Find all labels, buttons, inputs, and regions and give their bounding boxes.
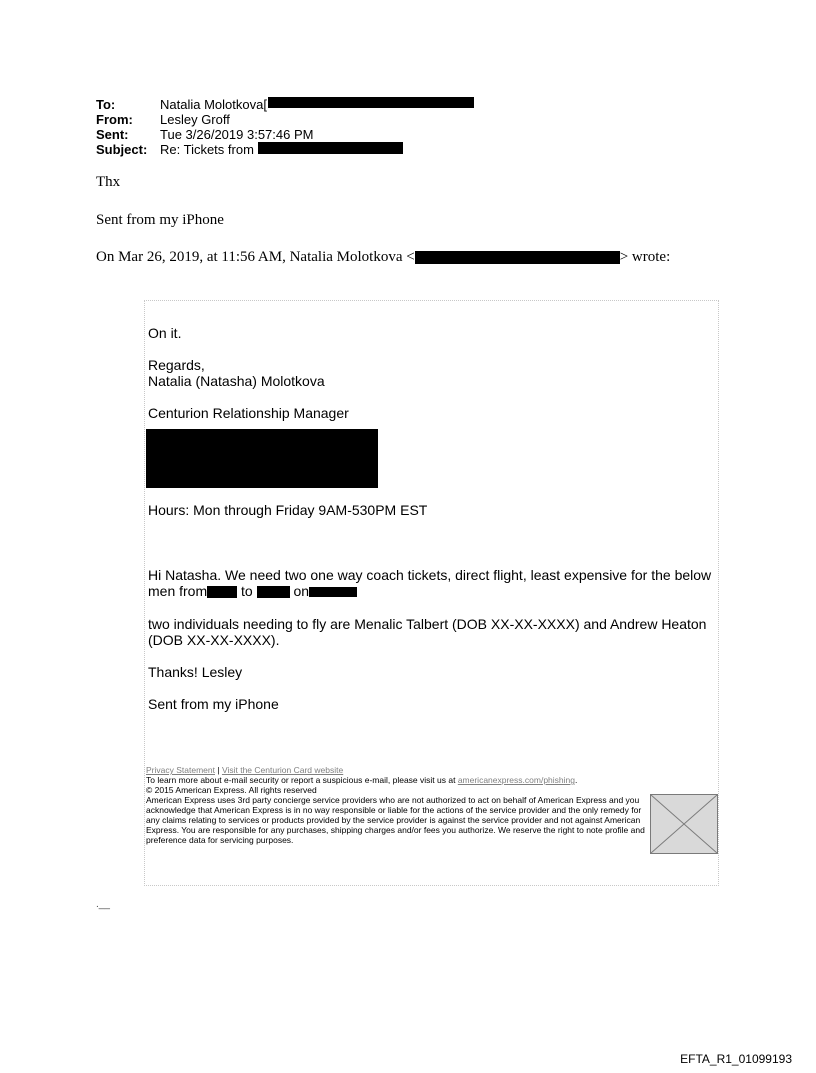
subject-value: Re: Tickets from: [160, 142, 254, 157]
from-value: Lesley Groff: [160, 112, 230, 127]
sent-value: Tue 3/26/2019 3:57:46 PM: [160, 127, 314, 142]
redaction-bar: [258, 142, 403, 154]
quoted-sent-from: Sent from my iPhone: [148, 696, 279, 712]
to-value: Natalia Molotkova[: [160, 97, 267, 112]
stray-mark: .__: [96, 899, 110, 910]
privacy-statement-link[interactable]: Privacy Statement: [146, 765, 215, 775]
footer-links: [146, 765, 646, 775]
quote-intro-suffix: > wrote:: [619, 249, 671, 265]
redaction-bar: [415, 251, 620, 264]
subject-row: [96, 142, 474, 157]
quoted-hours: Hours: Mon through Friday 9AM-530PM EST: [148, 502, 428, 518]
redaction-bar: [268, 97, 474, 108]
reply-body: Thx: [96, 174, 121, 190]
quote-intro-prefix: On Mar 26, 2019, at 11:56 AM, Natalia Molotkova <: [96, 249, 415, 265]
quoted-sender-title: Centurion Relationship Manager: [148, 405, 349, 421]
amex-footer: [146, 765, 646, 845]
bates-number: EFTA_R1_01099193: [680, 1052, 792, 1066]
quoted-email: [144, 300, 719, 886]
email-headers: [96, 97, 474, 157]
redaction-bar: [309, 587, 357, 597]
footer-separator: |: [217, 765, 220, 775]
image-placeholder-cross: [651, 795, 717, 853]
sent-row: [96, 127, 474, 142]
redaction-bar: [257, 586, 290, 598]
security-text: To learn more about e-mail security or report a suspicious e-mail, please visit us at: [146, 775, 456, 785]
quoted-sender-name: Natalia (Natasha) Molotkova: [148, 373, 325, 389]
centurion-website-link[interactable]: Visit the Centurion Card website: [221, 765, 344, 775]
copyright: © 2015 American Express. All rights reserved: [146, 785, 317, 795]
broken-image-icon: [650, 794, 718, 854]
request-to: to: [241, 583, 253, 599]
disclaimer: American Express uses 3rd party concierge service providers who are not authorized to act on behalf of American Express and you acknowledge that American Express is in no way responsible or liable for the actions of the service provider and the only remedy for any claims relating to services or products provided by the service provider is against the service provider and not against American Express. You are responsible for any purchases, shipping charges and/or fees you authorize. We reserve the right to note profile and preference data for servicing purposes.: [146, 795, 645, 845]
quoted-regards: Regards,: [148, 357, 205, 373]
phishing-link[interactable]: americanexpress.com/phishing: [457, 775, 575, 785]
from-label: From:: [96, 112, 133, 127]
quoted-line-on-it: On it.: [148, 325, 182, 341]
request-on: on: [293, 583, 310, 599]
redaction-block: [146, 429, 378, 488]
redaction-bar: [207, 586, 237, 598]
quote-intro: [96, 249, 670, 266]
quoted-thanks: Thanks! Lesley: [148, 664, 243, 680]
subject-label: Subject:: [96, 142, 148, 157]
quoted-request: [148, 567, 714, 599]
request-text: Hi Natasha. We need two one way coach tickets, direct flight, least expensive for the below men from: [148, 567, 712, 599]
security-line: To learn more about e-mail security or report a suspicious e-mail, please visit us at americanexpress.com/phishing.: [146, 775, 578, 785]
to-row: [96, 97, 474, 112]
to-label: To:: [96, 97, 116, 112]
sent-label: Sent:: [96, 127, 129, 142]
from-row: [96, 112, 474, 127]
reply-signature: Sent from my iPhone: [96, 212, 224, 228]
quoted-individuals: two individuals needing to fly are Menalic Talbert (DOB XX-XX-XXXX) and Andrew Heaton (DOB XX-XX-XXXX).: [148, 616, 707, 648]
